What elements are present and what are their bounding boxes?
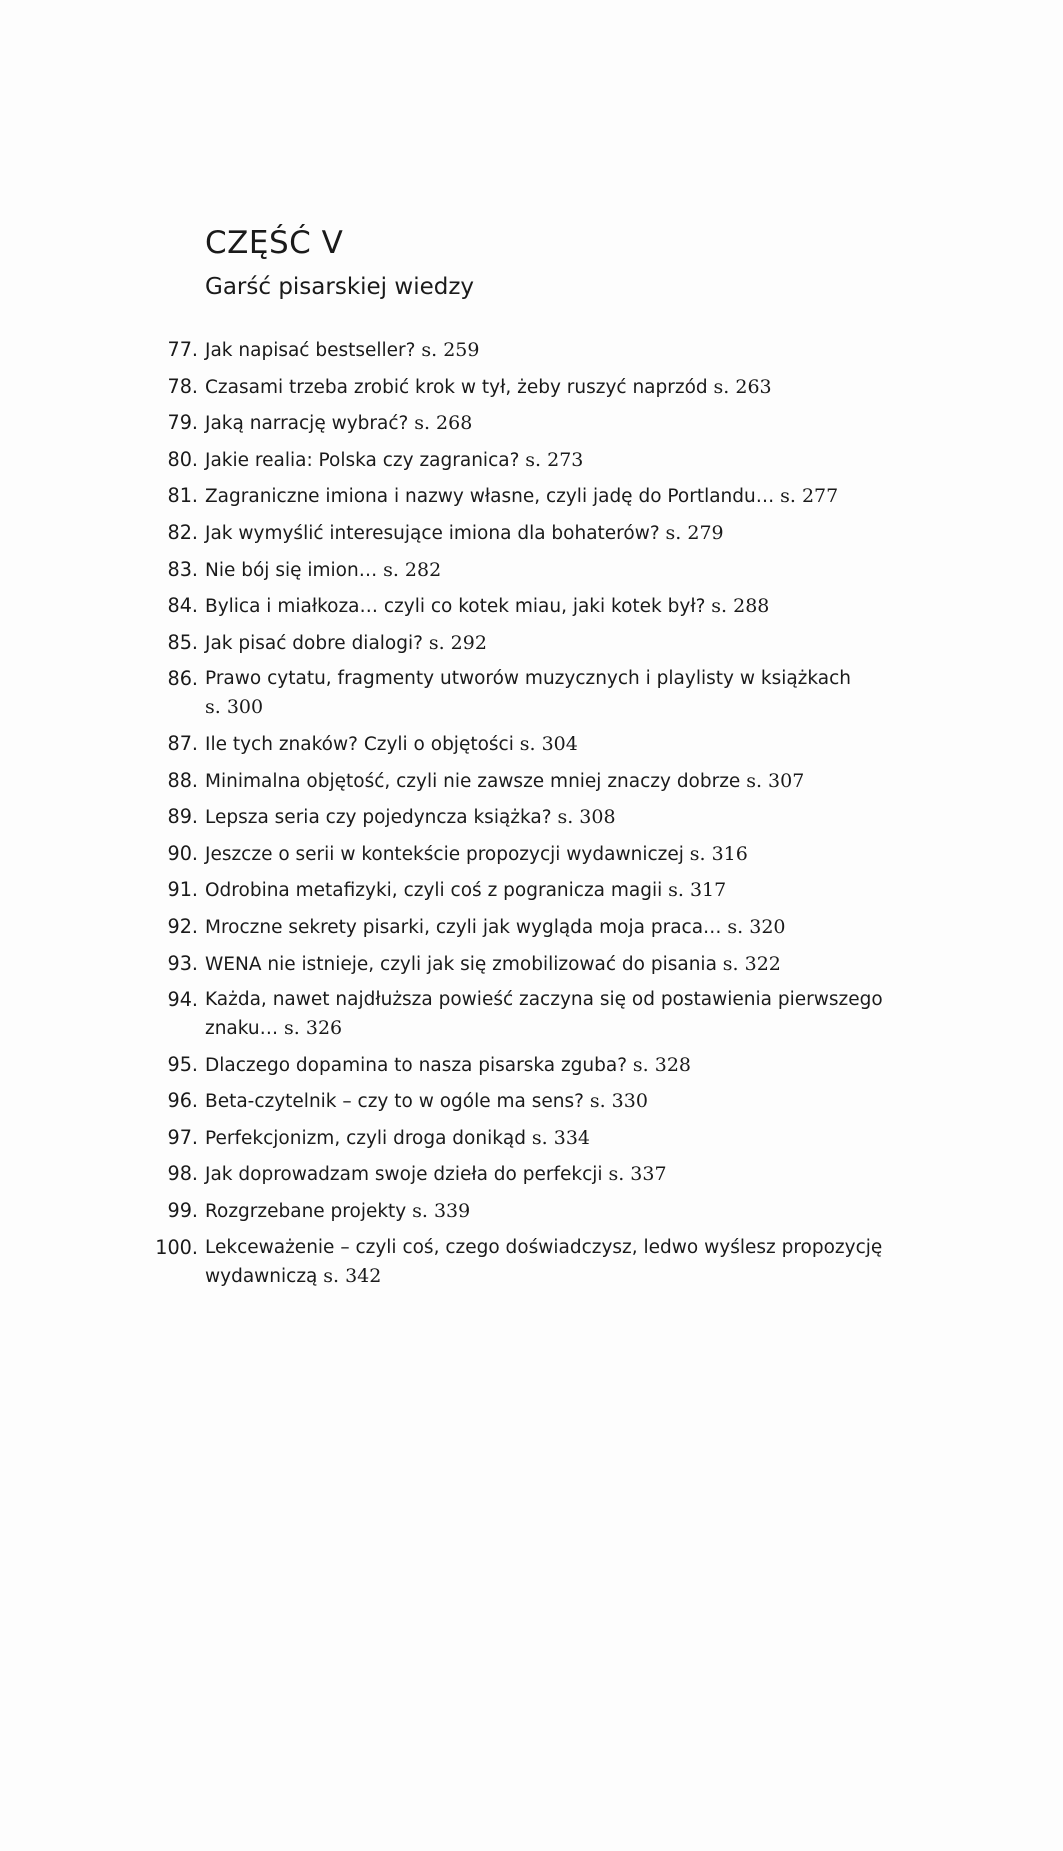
toc-entry-title: Jak doprowadzam swoje dzieła do perfekcji bbox=[205, 1164, 609, 1186]
toc-entry-page: s. 339 bbox=[412, 1200, 471, 1223]
toc-entry bbox=[130, 592, 890, 621]
toc-entry bbox=[130, 1197, 890, 1226]
toc-entry-page: s. 277 bbox=[780, 485, 839, 508]
toc-entry bbox=[130, 876, 890, 905]
toc-entry-title: Rozgrzebane projekty bbox=[205, 1201, 413, 1223]
toc-entry bbox=[130, 1087, 890, 1116]
toc-entry bbox=[130, 446, 890, 475]
toc-entry-title: Jak napisać bestseller? bbox=[205, 340, 422, 361]
toc-entry-number: 91. bbox=[167, 878, 198, 902]
toc-entry-title: Jakie realia: Polska czy zagranica? bbox=[205, 449, 526, 471]
toc-entry-title: Mroczne sekrety pisarki, czyli jak wygląda moja praca… bbox=[205, 916, 728, 938]
toc-entry bbox=[130, 1234, 890, 1291]
toc-entry-page: s. 279 bbox=[665, 521, 724, 544]
toc-entry-number: 80. bbox=[167, 447, 198, 471]
toc-entry-page: s. 317 bbox=[668, 879, 727, 902]
part-subtitle: Garść pisarskiej wiedzy bbox=[205, 274, 475, 300]
toc-entry-title: Bylica i miałkoza… czyli co kotek miau, jaki kotek był? bbox=[205, 596, 712, 618]
toc-entry-title: Zagraniczne imiona i nazwy własne, czyli jadę do Portlandu… bbox=[205, 486, 781, 508]
toc-entry-number: 89. bbox=[167, 805, 198, 829]
toc-entry-number: 90. bbox=[167, 841, 198, 865]
toc-entry-page: s. 334 bbox=[531, 1126, 591, 1149]
toc-entry-page: s. 308 bbox=[557, 806, 616, 829]
part-title: CZĘŚĆ V bbox=[205, 225, 344, 261]
toc-entry-page: s. 282 bbox=[383, 558, 442, 581]
toc-entry-number: 84. bbox=[167, 594, 198, 618]
toc-entry-title: Jak pisać dobre dialogi? bbox=[205, 632, 429, 654]
toc-entry bbox=[130, 665, 890, 722]
toc-entry-title: Minimalna objętość, czyli nie zawsze mniej znaczy dobrze bbox=[205, 770, 747, 792]
toc-entry-number: 77. bbox=[167, 338, 198, 361]
toc-entry-page: s. 268 bbox=[414, 412, 473, 435]
table-of-contents bbox=[130, 336, 890, 1298]
toc-entry-title: Nie bój się imion… bbox=[205, 559, 384, 581]
toc-entry-page: s. 288 bbox=[711, 595, 770, 618]
toc-entry-number: 99. bbox=[167, 1199, 198, 1223]
toc-entry-number: 100. bbox=[155, 1235, 198, 1259]
toc-entry-number: 79. bbox=[167, 411, 198, 435]
toc-entry-number: 93. bbox=[167, 951, 198, 975]
toc-entry-title: WENA nie istnieje, czyli jak się zmobilizować do pisania bbox=[205, 953, 723, 975]
toc-entry-number: 98. bbox=[167, 1162, 198, 1186]
toc-entry-title: Jak wymyślić interesujące imiona dla bohaterów? bbox=[205, 522, 666, 544]
toc-entry bbox=[130, 986, 890, 1043]
toc-entry-page: s. 337 bbox=[608, 1163, 667, 1186]
toc-entry-number: 97. bbox=[167, 1125, 198, 1149]
toc-entry bbox=[130, 1051, 890, 1080]
toc-entry-title: Beta-czytelnik – czy to w ogóle ma sens? bbox=[205, 1091, 590, 1113]
toc-entry bbox=[130, 629, 890, 658]
toc-entry bbox=[130, 336, 890, 365]
toc-entry-page: s. 316 bbox=[689, 842, 748, 865]
toc-entry-title: Lekceważenie – czyli coś, czego doświadczysz, ledwo wyślesz propozycję wydawniczą bbox=[205, 1236, 883, 1287]
toc-entry-number: 82. bbox=[167, 520, 198, 544]
toc-entry-number: 87. bbox=[167, 731, 198, 755]
toc-entry-title: Odrobina metafizyki, czyli coś z pogranicza magii bbox=[205, 880, 669, 902]
toc-entry-number: 96. bbox=[167, 1089, 198, 1113]
toc-entry bbox=[130, 950, 890, 979]
toc-entry-page: s. 259 bbox=[421, 339, 480, 361]
toc-entry-number: 85. bbox=[167, 630, 198, 654]
toc-entry bbox=[130, 519, 890, 548]
toc-entry bbox=[130, 803, 890, 832]
toc-entry bbox=[130, 556, 890, 585]
toc-entry-number: 81. bbox=[167, 484, 198, 508]
toc-entry-number: 94. bbox=[167, 988, 198, 1012]
toc-entry bbox=[130, 373, 890, 402]
toc-entry-title: Każda, nawet najdłuższa powieść zaczyna się od postawienia pierwszego znaku… bbox=[205, 989, 883, 1040]
toc-entry-number: 78. bbox=[167, 374, 198, 398]
toc-entry-page: s. 263 bbox=[713, 375, 772, 398]
toc-entry-page: s. 342 bbox=[323, 1264, 382, 1287]
toc-entry-page: s. 320 bbox=[727, 915, 786, 938]
toc-entry-title: Czasami trzeba zrobić krok w tył, żeby ruszyć naprzód bbox=[205, 376, 714, 398]
toc-entry-title: Perfekcjonizm, czyli droga donikąd bbox=[205, 1127, 532, 1149]
toc-entry-number: 88. bbox=[167, 768, 198, 792]
toc-entry-title: Dlaczego dopamina to nasza pisarska zguba? bbox=[205, 1054, 633, 1076]
toc-entry bbox=[130, 913, 890, 942]
toc-entry-number: 86. bbox=[167, 667, 198, 691]
toc-entry bbox=[130, 840, 890, 869]
toc-entry bbox=[130, 482, 890, 511]
toc-entry-page: s. 328 bbox=[632, 1053, 692, 1076]
toc-entry-page: s. 300 bbox=[205, 696, 264, 719]
toc-entry-title: Prawo cytatu, fragmenty utworów muzycznych i playlisty w książkach bbox=[205, 668, 852, 690]
toc-entry-number: 95. bbox=[167, 1052, 198, 1076]
toc-entry-title: Lepsza seria czy pojedyncza książka? bbox=[205, 807, 558, 829]
toc-entry bbox=[130, 767, 890, 796]
toc-entry-title: Jeszcze o serii w kontekście propozycji wydawniczej bbox=[205, 843, 690, 865]
toc-entry-page: s. 273 bbox=[525, 448, 584, 471]
toc-entry bbox=[130, 1160, 890, 1189]
toc-entry bbox=[130, 730, 890, 759]
toc-entry-number: 92. bbox=[167, 914, 198, 938]
toc-entry-title: Jaką narrację wybrać? bbox=[205, 413, 415, 435]
toc-entry-page: s. 307 bbox=[746, 769, 805, 792]
toc-entry-page: s. 304 bbox=[519, 732, 578, 755]
toc-entry-page: s. 322 bbox=[722, 952, 781, 975]
toc-entry-page: s. 330 bbox=[589, 1090, 648, 1113]
toc-entry-title: Ile tych znaków? Czyli o objętości bbox=[205, 733, 520, 755]
toc-entry bbox=[130, 409, 890, 438]
toc-entry-page: s. 292 bbox=[428, 631, 487, 654]
toc-entry bbox=[130, 1124, 890, 1153]
toc-entry-number: 83. bbox=[167, 557, 198, 581]
toc-entry-page: s. 326 bbox=[284, 1017, 343, 1040]
